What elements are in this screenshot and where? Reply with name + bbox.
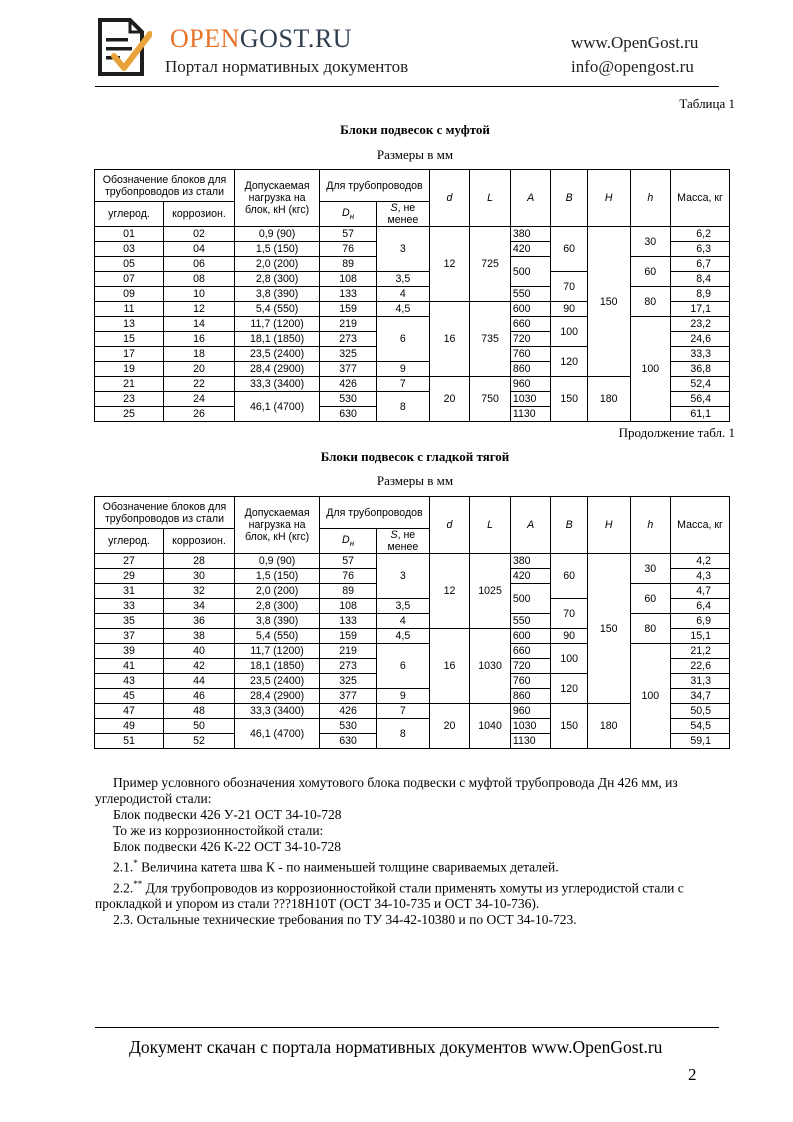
cell-A: 860 [510,362,551,377]
page-number: 2 [688,1065,697,1084]
cell-mass: 6,2 [671,227,730,242]
note-2-3: 2.3. Остальные технические требования по ТУ 34-42-10380 и по ОСТ 34-10-723. [113,912,577,927]
cell-A: 380 [510,227,551,242]
cell-A: 760 [510,674,551,689]
cell-mass: 8,9 [671,287,730,302]
cell-dn: 57 [320,227,377,242]
cell-mass: 34,7 [671,689,730,704]
header-mass: Масса, кг [671,170,730,227]
header-pipes: Для трубопроводов [320,497,430,529]
table1-blocks-with-coupling [94,169,730,422]
cell-mass: 8,4 [671,272,730,287]
header-load: Допускаемая нагрузка на блок, кН (кгс) [234,497,319,554]
cell-load: 11,7 (1200) [234,644,319,659]
cell-A: 1030 [510,719,551,734]
cell-s: 4 [376,287,429,302]
cell-d: 20 [429,377,470,422]
cell-dn: 133 [320,287,377,302]
cell-A: 500 [510,584,551,614]
table1-caption: Таблица 1 [679,96,735,111]
cell-corrosion: 04 [163,242,234,257]
cell-d: 20 [429,704,470,749]
cell-carbon: 45 [95,689,164,704]
site-url: www.OpenGost.ru [571,33,699,52]
cell-carbon: 17 [95,347,164,362]
header-corrosion: коррозион. [163,529,234,554]
table-row [95,227,730,242]
header-B: B [551,170,588,227]
cell-d: 16 [429,629,470,704]
cell-dn: 76 [320,569,377,584]
cell-carbon: 03 [95,242,164,257]
header-designation: Обозначение блоков для трубопроводов из стали [95,170,235,202]
cell-h: 60 [630,257,671,287]
cell-d: 12 [429,554,470,629]
cell-B: 120 [551,674,588,704]
cell-carbon: 35 [95,614,164,629]
cell-load: 2,8 (300) [234,272,319,287]
header-pipes: Для трубопроводов [320,170,430,202]
cell-corrosion: 06 [163,257,234,272]
cell-dn: 273 [320,332,377,347]
cell-L: 750 [470,377,511,422]
header-divider [95,86,719,87]
note-example-corrosion: Блок подвески 426 К-22 ОСТ 34-10-728 [113,839,342,854]
note-same-corrosion: То же из коррозионностойкой стали: [113,823,324,838]
cell-d: 16 [429,302,470,377]
cell-dn: 76 [320,242,377,257]
table2-title: Блоки подвесок с гладкой тягой [320,449,510,464]
cell-B: 120 [551,347,588,377]
cell-corrosion: 48 [163,704,234,719]
cell-s: 6 [376,644,429,689]
header-H: H [587,497,630,554]
cell-mass: 6,9 [671,614,730,629]
header-A: A [510,170,551,227]
cell-dn: 159 [320,629,377,644]
header-d: d [429,170,470,227]
cell-mass: 24,6 [671,332,730,347]
notes-section [95,775,745,928]
cell-mass: 4,3 [671,569,730,584]
cell-mass: 61,1 [671,407,730,422]
cell-s: 4 [376,614,429,629]
cell-carbon: 05 [95,257,164,272]
cell-dn: 133 [320,614,377,629]
cell-mass: 4,7 [671,584,730,599]
cell-corrosion: 40 [163,644,234,659]
cell-corrosion: 12 [163,302,234,317]
cell-load: 18,1 (1850) [234,332,319,347]
portal-subtitle: Портал нормативных документов [165,57,409,76]
brand-name: OPENGOST.RU [170,24,352,53]
cell-carbon: 15 [95,332,164,347]
cell-A: 500 [510,257,551,287]
cell-mass: 4,2 [671,554,730,569]
cell-corrosion: 08 [163,272,234,287]
cell-carbon: 43 [95,674,164,689]
cell-load: 18,1 (1850) [234,659,319,674]
cell-corrosion: 20 [163,362,234,377]
note-2-1: 2.1.* Величина катета шва К - по наименьшей толщине свариваемых деталей. [113,858,559,875]
cell-load: 0,9 (90) [234,227,319,242]
header-s: S, не менее [376,202,429,227]
cell-A: 420 [510,569,551,584]
note-example-intro: Пример условного обозначения хомутового блока подвески с муфтой трубопровода Дн 426 мм, из углеродистой стали: [95,775,678,806]
cell-dn: 108 [320,272,377,287]
cell-A: 760 [510,347,551,362]
cell-carbon: 01 [95,227,164,242]
header-corrosion: коррозион. [163,202,234,227]
cell-B: 60 [551,554,588,599]
cell-load: 5,4 (550) [234,302,319,317]
cell-carbon: 11 [95,302,164,317]
cell-A: 860 [510,689,551,704]
cell-d: 12 [429,227,470,302]
cell-mass: 17,1 [671,302,730,317]
table-row [95,554,730,569]
cell-A: 600 [510,629,551,644]
header-d: d [429,497,470,554]
cell-A: 1130 [510,734,551,749]
table2-sizes-note: Размеры в мм [376,473,454,488]
cell-L: 1025 [470,554,511,629]
cell-A: 1030 [510,392,551,407]
cell-load: 2,0 (200) [234,584,319,599]
cell-A: 720 [510,332,551,347]
cell-corrosion: 34 [163,599,234,614]
cell-B: 90 [551,629,588,644]
cell-corrosion: 46 [163,689,234,704]
cell-dn: 159 [320,302,377,317]
cell-carbon: 25 [95,407,164,422]
table-row [95,614,730,629]
cell-s: 6 [376,317,429,362]
cell-dn: 426 [320,704,377,719]
cell-s: 7 [376,377,429,392]
cell-dn: 89 [320,584,377,599]
cell-load: 2,0 (200) [234,257,319,272]
cell-corrosion: 28 [163,554,234,569]
cell-s: 8 [376,719,429,749]
header-h: h [630,170,671,227]
cell-mass: 6,3 [671,242,730,257]
cell-h: 30 [630,554,671,584]
cell-A: 960 [510,704,551,719]
contact-email: info@opengost.ru [571,57,694,76]
cell-carbon: 29 [95,569,164,584]
cell-load: 23,5 (2400) [234,347,319,362]
cell-carbon: 27 [95,554,164,569]
cell-H: 150 [587,227,630,377]
cell-load: 23,5 (2400) [234,674,319,689]
cell-mass: 6,4 [671,599,730,614]
footer-text: Документ скачан с портала нормативных документов www.OpenGost.ru [129,1037,663,1057]
header-designation: Обозначение блоков для трубопроводов из стали [95,497,235,529]
header-load: Допускаемая нагрузка на блок, кН (кгс) [234,170,319,227]
cell-s: 9 [376,362,429,377]
cell-A: 660 [510,644,551,659]
cell-load: 28,4 (2900) [234,362,319,377]
cell-corrosion: 42 [163,659,234,674]
cell-dn: 219 [320,317,377,332]
cell-B: 70 [551,272,588,302]
cell-H: 150 [587,554,630,704]
cell-carbon: 33 [95,599,164,614]
cell-carbon: 07 [95,272,164,287]
table1-title: Блоки подвесок с муфтой [340,122,490,137]
cell-dn: 89 [320,257,377,272]
cell-L: 725 [470,227,511,302]
cell-mass: 22,6 [671,659,730,674]
table2-caption: Продолжение табл. 1 [618,425,735,440]
cell-carbon: 21 [95,377,164,392]
cell-carbon: 49 [95,719,164,734]
cell-carbon: 13 [95,317,164,332]
cell-B: 70 [551,599,588,629]
cell-s: 3,5 [376,272,429,287]
cell-load: 1,5 (150) [234,242,319,257]
cell-corrosion: 18 [163,347,234,362]
cell-load: 5,4 (550) [234,629,319,644]
footer-divider [95,1027,719,1028]
cell-h: 60 [630,584,671,614]
cell-load: 2,8 (300) [234,599,319,614]
cell-corrosion: 22 [163,377,234,392]
header-L: L [470,497,511,554]
cell-B: 100 [551,317,588,347]
cell-carbon: 19 [95,362,164,377]
cell-mass: 23,2 [671,317,730,332]
cell-A: 720 [510,659,551,674]
cell-dn: 377 [320,689,377,704]
cell-A: 550 [510,614,551,629]
cell-mass: 36,8 [671,362,730,377]
cell-load: 28,4 (2900) [234,689,319,704]
header-s: S, не менее [376,529,429,554]
table-row [95,317,730,332]
cell-s: 3 [376,554,429,599]
cell-s: 3,5 [376,599,429,614]
cell-corrosion: 30 [163,569,234,584]
cell-A: 550 [510,287,551,302]
cell-carbon: 47 [95,704,164,719]
cell-A: 960 [510,377,551,392]
cell-corrosion: 02 [163,227,234,242]
cell-corrosion: 52 [163,734,234,749]
cell-load: 3,8 (390) [234,287,319,302]
table-row [95,644,730,659]
cell-carbon: 09 [95,287,164,302]
cell-load: 33,3 (3400) [234,377,319,392]
cell-load: 11,7 (1200) [234,317,319,332]
cell-s: 4,5 [376,302,429,317]
cell-dn: 530 [320,392,377,407]
cell-dn: 273 [320,659,377,674]
cell-B: 90 [551,302,588,317]
cell-dn: 219 [320,644,377,659]
cell-B: 150 [551,704,588,749]
cell-A: 420 [510,242,551,257]
cell-corrosion: 10 [163,287,234,302]
header-row [95,497,730,529]
cell-mass: 21,2 [671,644,730,659]
header-H: H [587,170,630,227]
cell-B: 150 [551,377,588,422]
cell-mass: 31,3 [671,674,730,689]
cell-corrosion: 38 [163,629,234,644]
cell-B: 60 [551,227,588,272]
cell-L: 735 [470,302,511,377]
cell-carbon: 31 [95,584,164,599]
cell-dn: 325 [320,347,377,362]
cell-load: 0,9 (90) [234,554,319,569]
cell-carbon: 23 [95,392,164,407]
cell-corrosion: 14 [163,317,234,332]
cell-carbon: 41 [95,659,164,674]
cell-dn: 108 [320,599,377,614]
cell-dn: 630 [320,734,377,749]
cell-H: 180 [587,704,630,749]
header-A: A [510,497,551,554]
table1-sizes-note: Размеры в мм [376,147,454,162]
cell-load: 46,1 (4700) [234,392,319,422]
cell-L: 1030 [470,629,511,704]
cell-dn: 325 [320,674,377,689]
cell-dn: 377 [320,362,377,377]
cell-mass: 52,4 [671,377,730,392]
note-2-2: 2.2.** Для трубопроводов из коррозионностойкой стали применять хомуты из углеродистой стали с прокладкой и упором из стали ???18Н10Т (ОСТ 34-10-735 и ОСТ 34-10-736). [95,878,684,911]
cell-mass: 59,1 [671,734,730,749]
cell-dn: 630 [320,407,377,422]
cell-mass: 54,5 [671,719,730,734]
cell-s: 8 [376,392,429,422]
cell-corrosion: 44 [163,674,234,689]
header-B: B [551,497,588,554]
cell-A: 380 [510,554,551,569]
header-row [95,170,730,202]
cell-mass: 33,3 [671,347,730,362]
cell-A: 660 [510,317,551,332]
cell-h: 100 [630,644,671,749]
cell-corrosion: 24 [163,392,234,407]
cell-dn: 57 [320,554,377,569]
header-mass: Масса, кг [671,497,730,554]
cell-corrosion: 16 [163,332,234,347]
cell-mass: 56,4 [671,392,730,407]
cell-carbon: 37 [95,629,164,644]
cell-corrosion: 50 [163,719,234,734]
cell-A: 1130 [510,407,551,422]
header-carbon: углерод. [95,529,164,554]
cell-carbon: 39 [95,644,164,659]
cell-load: 3,8 (390) [234,614,319,629]
table2-blocks-with-smooth-rod [94,496,730,749]
cell-corrosion: 32 [163,584,234,599]
cell-mass: 6,7 [671,257,730,272]
cell-load: 33,3 (3400) [234,704,319,719]
cell-h: 80 [630,287,671,317]
opengost-logo-icon [94,16,152,78]
cell-load: 46,1 (4700) [234,719,319,749]
header-L: L [470,170,511,227]
cell-load: 1,5 (150) [234,569,319,584]
cell-L: 1040 [470,704,511,749]
cell-H: 180 [587,377,630,422]
note-example-carbon: Блок подвески 426 У-21 ОСТ 34-10-728 [113,807,342,822]
cell-carbon: 51 [95,734,164,749]
header-dn: $D_н$ [320,529,377,554]
table-row [95,287,730,302]
cell-dn: 426 [320,377,377,392]
cell-h: 30 [630,227,671,257]
cell-s: 4,5 [376,629,429,644]
cell-h: 80 [630,614,671,644]
header-carbon: углерод. [95,202,164,227]
cell-mass: 50,5 [671,704,730,719]
cell-h: 100 [630,317,671,422]
cell-mass: 15,1 [671,629,730,644]
cell-corrosion: 26 [163,407,234,422]
cell-s: 3 [376,227,429,272]
header-dn: $D_н$ [320,202,377,227]
header-h: h [630,497,671,554]
cell-A: 600 [510,302,551,317]
cell-s: 7 [376,704,429,719]
cell-s: 9 [376,689,429,704]
cell-dn: 530 [320,719,377,734]
cell-corrosion: 36 [163,614,234,629]
cell-B: 100 [551,644,588,674]
